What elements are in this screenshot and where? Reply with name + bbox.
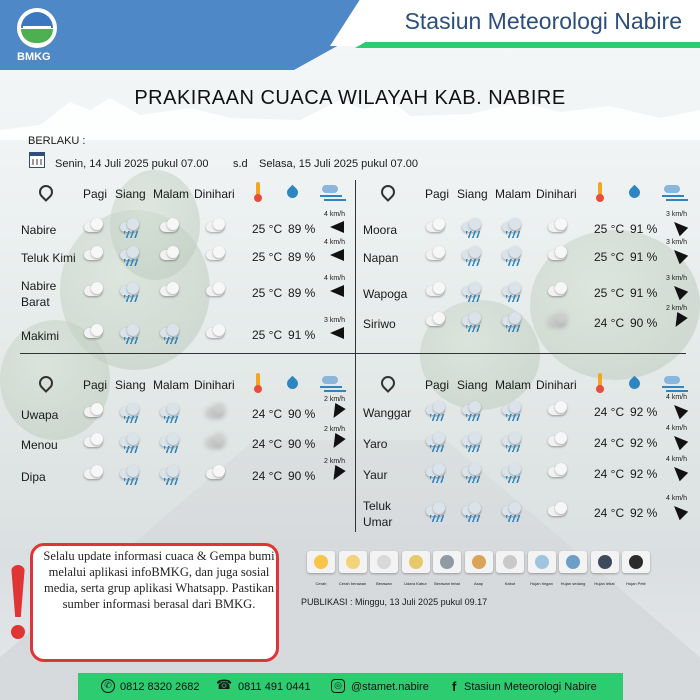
temperature-value: 25 °C <box>252 328 283 342</box>
rain-icon <box>424 430 448 452</box>
cloud-icon <box>204 322 228 344</box>
wind-speed: 4 km/h <box>666 394 688 401</box>
wind-speed: 2 km/h <box>666 305 688 312</box>
cloud-icon <box>424 310 448 332</box>
temperature-value: 24 °C <box>594 405 625 419</box>
rain-icon <box>118 280 142 302</box>
thermometer-icon <box>596 373 604 393</box>
legend-icon <box>465 551 493 573</box>
humidity-value: 91 % <box>630 286 658 300</box>
divider-vertical <box>355 180 356 532</box>
calendar-icon <box>29 152 45 168</box>
cloud-icon <box>82 401 106 423</box>
legend-icon <box>339 551 367 573</box>
location-name: Teluk Kimi <box>21 251 76 265</box>
cloud-icon <box>82 216 106 238</box>
temperature-value: 25 °C <box>594 286 625 300</box>
rain-icon <box>158 463 182 485</box>
rain-icon <box>158 322 182 344</box>
humidity-value: 90 % <box>288 437 316 451</box>
temperature-value: 25 °C <box>594 250 625 264</box>
legend-icon <box>433 551 461 573</box>
wind-speed: 3 km/h <box>324 317 346 324</box>
legend-label: Berawan <box>376 581 392 586</box>
cloud-icon <box>546 310 570 332</box>
location-name: Siriwo <box>363 317 396 331</box>
location-name: Moora <box>363 223 398 237</box>
rain-icon <box>460 310 484 332</box>
facebook-icon: f <box>452 679 457 694</box>
location-name: Menou <box>21 438 58 452</box>
exclamation-icon <box>10 565 26 643</box>
whatsapp-icon: ✆ <box>101 679 115 693</box>
wind-icon <box>662 183 686 201</box>
wind-icon <box>320 183 344 201</box>
rain-icon <box>158 431 182 453</box>
validity-sd: s.d <box>233 158 248 170</box>
humidity-icon <box>287 375 299 391</box>
legend-label: Berawan tebal <box>434 581 460 586</box>
wind-speed: 3 km/h <box>666 239 688 246</box>
rain-icon <box>500 216 524 238</box>
humidity-value: 89 % <box>288 222 316 236</box>
cloud-icon <box>546 399 570 421</box>
cloud-icon <box>82 431 106 453</box>
instagram-handle[interactable]: @stamet.nabire <box>351 681 429 693</box>
facebook-page[interactable]: Stasiun Meteorologi Nabire <box>464 681 597 693</box>
rain-icon <box>118 244 142 266</box>
legend-label: Hujan sedang <box>560 581 586 586</box>
column-header-pagi: Pagi <box>425 378 450 392</box>
rain-icon <box>500 430 524 452</box>
location-icon <box>380 376 392 392</box>
column-header-pagi: Pagi <box>83 378 108 392</box>
cloud-icon <box>546 216 570 238</box>
rain-icon <box>500 244 524 266</box>
wind-speed: 2 km/h <box>324 458 346 465</box>
wind-direction-icon <box>330 327 344 339</box>
column-header-siang: Siang <box>457 378 488 392</box>
notice-text: Selalu update informasi cuaca & Gempa bumi melalui aplikasi infoBMKG, dan juga sosial media, serta grup aplikasi Whatsapp. Pastikan sumber informasi berasal dari BMKG. <box>43 549 275 611</box>
legend-icon <box>307 551 335 573</box>
temperature-value: 24 °C <box>594 316 625 330</box>
cloud-icon <box>204 431 228 453</box>
validity-label: BERLAKU : <box>28 135 86 147</box>
station-title: Stasiun Meteorologi Nabire <box>404 8 682 34</box>
wind-speed: 4 km/h <box>666 425 688 432</box>
humidity-value: 90 % <box>630 316 658 330</box>
logo-text: BMKG <box>17 51 51 63</box>
humidity-icon <box>287 184 299 200</box>
wind-direction-icon <box>330 221 344 233</box>
rain-icon <box>460 280 484 302</box>
legend-icon <box>622 551 650 573</box>
phone-number[interactable]: 0811 491 0441 <box>238 681 311 693</box>
legend-icon <box>559 551 587 573</box>
temperature-value: 24 °C <box>594 506 625 520</box>
rain-icon <box>118 401 142 423</box>
humidity-value: 92 % <box>630 467 658 481</box>
cloud-icon <box>82 463 106 485</box>
rain-icon <box>460 399 484 421</box>
legend-icon <box>402 551 430 573</box>
wind-speed: 4 km/h <box>324 275 346 282</box>
rain-icon <box>158 401 182 423</box>
humidity-value: 92 % <box>630 405 658 419</box>
cloud-icon <box>204 216 228 238</box>
wind-speed: 2 km/h <box>324 396 346 403</box>
humidity-value: 91 % <box>630 222 658 236</box>
wind-icon <box>662 374 686 392</box>
column-header-siang: Siang <box>115 378 146 392</box>
thermometer-icon <box>596 182 604 202</box>
rain-icon <box>460 461 484 483</box>
wind-direction-icon <box>330 285 344 297</box>
legend-label: Udara Kabur <box>404 581 427 586</box>
location-name: Makimi <box>21 329 59 343</box>
location-name: Nabire Barat <box>21 279 57 309</box>
wind-speed: 2 km/h <box>324 426 346 433</box>
humidity-value: 89 % <box>288 250 316 264</box>
humidity-icon <box>629 375 641 391</box>
column-header-dinihari: Dinihari <box>194 187 235 201</box>
column-header-pagi: Pagi <box>83 187 108 201</box>
publication-date: PUBLIKASI : Minggu, 13 Juli 2025 pukul 09.17 <box>301 597 488 607</box>
cloud-icon <box>82 244 106 266</box>
legend-icon <box>370 551 398 573</box>
location-name: Wapoga <box>363 287 408 301</box>
humidity-value: 90 % <box>288 407 316 421</box>
station-banner-accent <box>355 42 700 48</box>
wind-speed: 4 km/h <box>324 211 346 218</box>
temperature-value: 24 °C <box>594 467 625 481</box>
location-name: Wanggar <box>363 406 412 420</box>
legend-label: Hujan Petir <box>626 581 646 586</box>
cloud-icon <box>204 463 228 485</box>
wind-speed: 3 km/h <box>666 211 688 218</box>
location-icon <box>38 376 50 392</box>
thermometer-icon <box>254 182 262 202</box>
rain-icon <box>500 399 524 421</box>
rain-icon <box>500 500 524 522</box>
wind-speed: 3 km/h <box>666 275 688 282</box>
column-header-pagi: Pagi <box>425 187 450 201</box>
legend-icon <box>528 551 556 573</box>
bmkg-logo-icon <box>17 8 57 48</box>
phone-icon: ☎ <box>216 677 233 692</box>
humidity-value: 91 % <box>630 250 658 264</box>
wind-speed: 4 km/h <box>666 456 688 463</box>
cloud-icon <box>424 244 448 266</box>
legend-label: Kabut <box>504 581 516 586</box>
location-icon <box>38 185 50 201</box>
validity-from: Senin, 14 Juli 2025 pukul 07.00 <box>55 158 209 170</box>
legend-label: Asap <box>473 581 484 586</box>
wind-direction-icon <box>330 249 344 261</box>
cloud-icon <box>546 430 570 452</box>
rain-icon <box>460 430 484 452</box>
thermometer-icon <box>254 373 262 393</box>
location-icon <box>380 185 392 201</box>
rain-icon <box>424 461 448 483</box>
column-header-malam: Malam <box>495 187 532 201</box>
cloud-icon <box>204 401 228 423</box>
location-name: Dipa <box>21 470 46 484</box>
column-header-malam: Malam <box>153 187 190 201</box>
rain-icon <box>500 310 524 332</box>
legend-label: Cerah <box>315 581 327 586</box>
cloud-icon <box>424 280 448 302</box>
cloud-icon <box>82 280 106 302</box>
humidity-value: 90 % <box>288 469 316 483</box>
divider-horizontal <box>20 353 686 354</box>
humidity-icon <box>629 184 641 200</box>
cloud-icon <box>546 244 570 266</box>
temperature-value: 24 °C <box>594 436 625 450</box>
cloud-icon <box>424 216 448 238</box>
column-header-dinihari: Dinihari <box>536 187 577 201</box>
rain-icon <box>424 399 448 421</box>
rain-icon <box>118 216 142 238</box>
legend-label: Hujan ringan <box>530 581 553 586</box>
instagram-icon: ◎ <box>331 679 345 693</box>
humidity-value: 92 % <box>630 436 658 450</box>
whatsapp-number[interactable]: 0812 8320 2682 <box>120 681 200 693</box>
temperature-value: 25 °C <box>252 222 283 236</box>
page-title: PRAKIRAAN CUACA WILAYAH KAB. NABIRE <box>134 87 566 109</box>
rain-icon <box>460 500 484 522</box>
legend-icon <box>591 551 619 573</box>
cloud-icon <box>546 461 570 483</box>
temperature-value: 25 °C <box>594 222 625 236</box>
temperature-value: 25 °C <box>252 250 283 264</box>
column-header-malam: Malam <box>495 378 532 392</box>
cloud-icon <box>82 322 106 344</box>
legend-label: Cerah berawan <box>338 581 367 586</box>
location-name: Teluk Umar <box>363 499 393 529</box>
validity-to: Selasa, 15 Juli 2025 pukul 07.00 <box>259 158 419 170</box>
column-header-siang: Siang <box>115 187 146 201</box>
cloud-icon <box>204 280 228 302</box>
rain-icon <box>118 431 142 453</box>
location-name: Napan <box>363 251 399 265</box>
cloud-icon <box>158 244 182 266</box>
cloud-icon <box>204 244 228 266</box>
rain-icon <box>500 461 524 483</box>
rain-icon <box>460 216 484 238</box>
legend-label: Hujan lebat <box>594 581 615 586</box>
humidity-value: 92 % <box>630 506 658 520</box>
wind-speed: 4 km/h <box>666 495 688 502</box>
humidity-value: 89 % <box>288 286 316 300</box>
cloud-icon <box>546 280 570 302</box>
column-header-siang: Siang <box>457 187 488 201</box>
temperature-value: 24 °C <box>252 437 283 451</box>
rain-icon <box>500 280 524 302</box>
temperature-value: 24 °C <box>252 407 283 421</box>
column-header-dinihari: Dinihari <box>536 378 577 392</box>
column-header-malam: Malam <box>153 378 190 392</box>
legend-icon <box>496 551 524 573</box>
location-name: Yaur <box>363 468 388 482</box>
cloud-icon <box>158 280 182 302</box>
wind-speed: 4 km/h <box>324 239 346 246</box>
rain-icon <box>118 463 142 485</box>
rain-icon <box>424 500 448 522</box>
humidity-value: 91 % <box>288 328 316 342</box>
temperature-value: 24 °C <box>252 469 283 483</box>
wind-icon <box>320 374 344 392</box>
location-name: Uwapa <box>21 408 59 422</box>
rain-icon <box>460 244 484 266</box>
cloud-icon <box>546 500 570 522</box>
location-name: Nabire <box>21 223 57 237</box>
temperature-value: 25 °C <box>252 286 283 300</box>
location-name: Yaro <box>363 437 388 451</box>
column-header-dinihari: Dinihari <box>194 378 235 392</box>
cloud-icon <box>158 216 182 238</box>
rain-icon <box>118 322 142 344</box>
